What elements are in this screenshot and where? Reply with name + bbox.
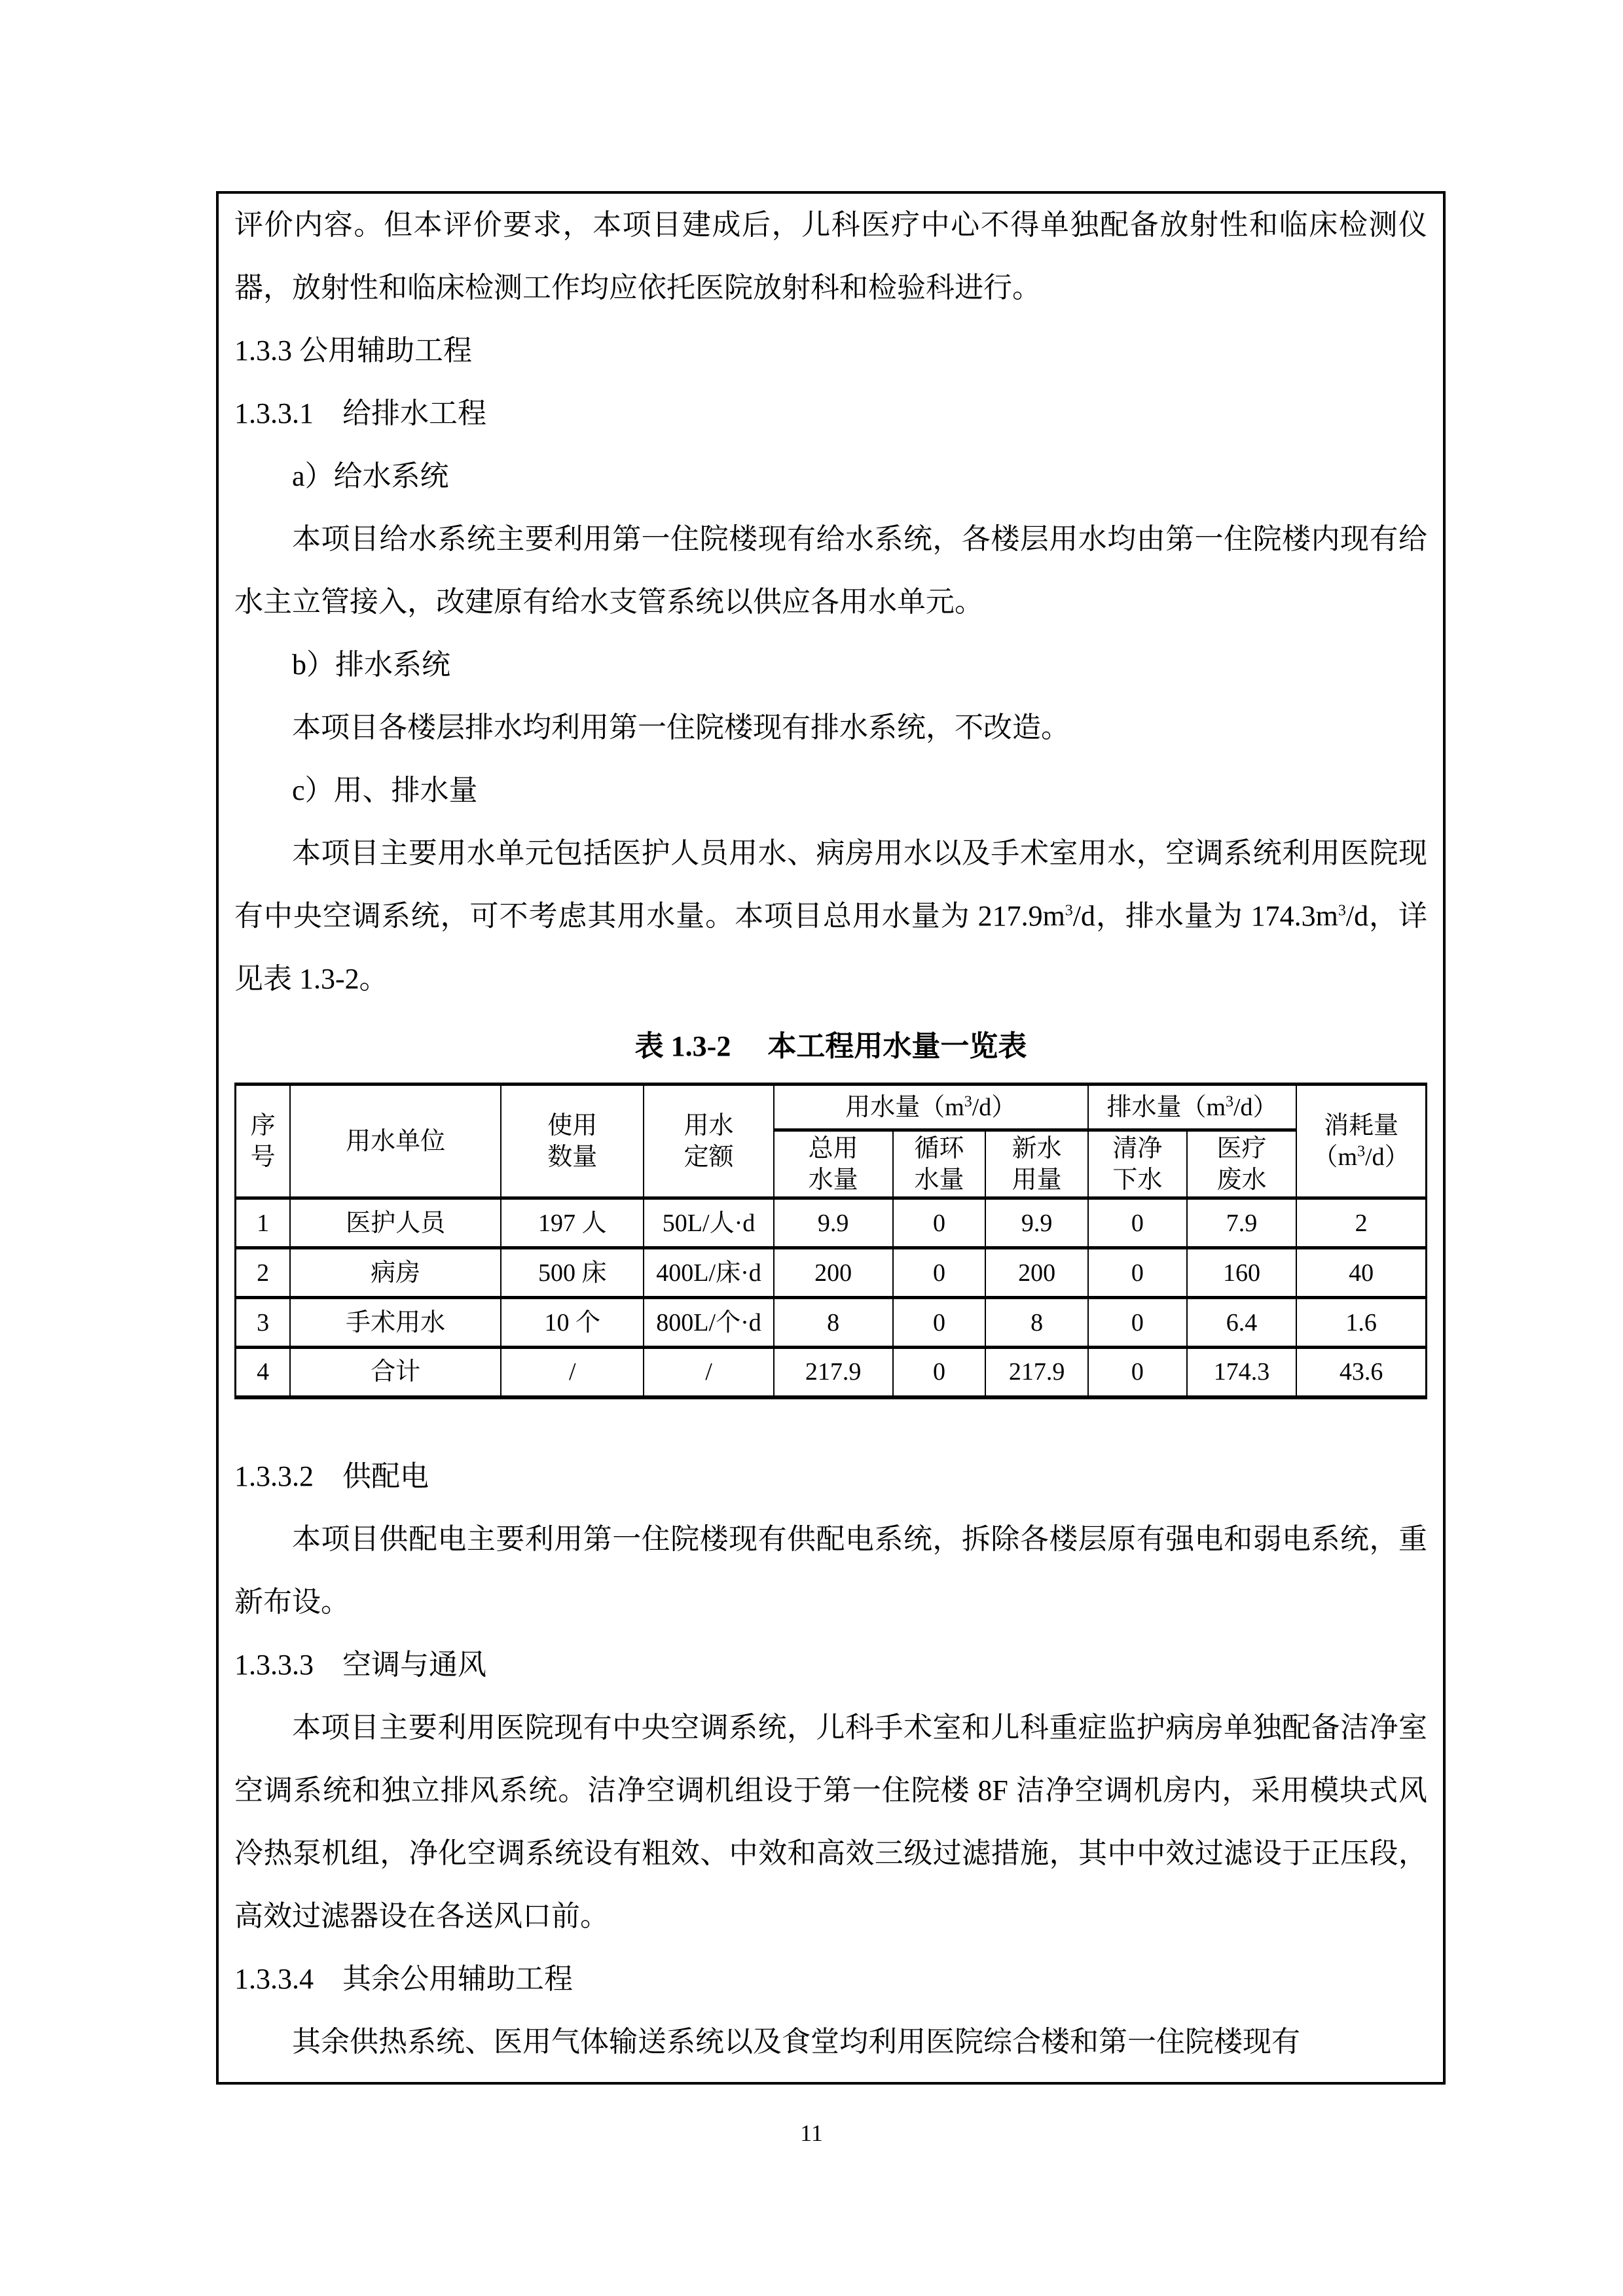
table-cell: 0: [893, 1198, 986, 1248]
paragraph-other-utilities: 其余供热系统、医用气体输送系统以及食堂均利用医院综合楼和第一住院楼现有: [292, 2025, 1300, 2058]
table-cell: 8: [985, 1298, 1087, 1348]
header-water-unit: 用水单位: [290, 1085, 501, 1198]
paragraph-usage: [234, 822, 1427, 1011]
header-use-group: 用水量$(m^3/d)$: [774, 1085, 1088, 1130]
table-cell: 3: [236, 1298, 291, 1348]
paragraph-power-supply: 本项目供配电主要利用第一住院楼现有供配电系统，拆除各楼层原有强电和弱电系统，重新布设。: [234, 1522, 1427, 1618]
table-cell: 0: [1088, 1198, 1187, 1248]
table-cell: 400L/床·d: [644, 1248, 773, 1298]
water-usage-table: [234, 1083, 1427, 1399]
paragraph-continued: 评价内容。但本评价要求，本项目建成后，儿科医疗中心不得单独配备放射性和临床检测仪器，放射性和临床检测工作均应依托医院放射科和检验科进行。: [234, 209, 1427, 304]
superscript-3: 3: [1338, 902, 1346, 920]
item-a-water-supply: a）给水系统: [292, 460, 449, 492]
table-cell: 2: [236, 1248, 291, 1298]
heading-1-3-3-3: 1.3.3.3 空调与通风: [234, 1648, 486, 1681]
table-cell: 7.9: [1187, 1198, 1296, 1248]
usage-text-segment: /d，详见表 1.3-2。: [234, 900, 1427, 995]
table-cell: 197 人: [501, 1198, 644, 1248]
table-cell: /: [501, 1348, 644, 1397]
superscript-3: 3: [1226, 1092, 1233, 1110]
header-drain-group: 排水量$(m^3/d)$: [1088, 1085, 1296, 1130]
table-cell: 10 个: [501, 1298, 644, 1348]
table-cell: 0: [893, 1298, 986, 1348]
table-cell: 9.9: [985, 1198, 1087, 1248]
header-fresh-water: 新水 用量: [985, 1130, 1087, 1198]
item-b-drainage: b）排水系统: [292, 649, 450, 681]
table-cell: 40: [1296, 1248, 1426, 1298]
table-header-group-row: [236, 1085, 1427, 1130]
table-cell: 200: [774, 1248, 893, 1298]
table-cell: 病房: [290, 1248, 501, 1298]
table-title-text: 本工程用水量一览表: [767, 1030, 1027, 1062]
table-cell: 医护人员: [290, 1198, 501, 1248]
paragraph-water-supply: 本项目给水系统主要利用第一住院楼现有给水系统，各楼层用水均由第一住院楼内现有给水主立管接入，改建原有给水支管系统以供应各用水单元。: [234, 523, 1427, 618]
table-row: [236, 1348, 1427, 1397]
usage-text-segment: 本项目主要用水单元包括医护人员用水、病房用水以及手术室用水，空调系统利用医院现有中央空调系统，可不考虑其用水量。本项目总用水量为 217.9m: [234, 837, 1427, 932]
header-water-quota: 用水 定额: [644, 1085, 773, 1198]
document-border-box: [216, 191, 1446, 2085]
header-use-count: 使用 数量: [501, 1085, 644, 1198]
heading-1-3-3-1: 1.3.3.1 给排水工程: [234, 397, 486, 429]
table-cell: 174.3: [1187, 1348, 1296, 1397]
table-cell: 217.9: [985, 1348, 1087, 1397]
table-title: [234, 1011, 1427, 1083]
header-consumption: 消耗量 $(m^3/d)$: [1296, 1085, 1426, 1198]
table-cell: 160: [1187, 1248, 1296, 1298]
table-number: 表 1.3-2: [634, 1030, 731, 1062]
page-number: 11: [800, 2120, 823, 2146]
header-seq: 序 号: [236, 1085, 291, 1198]
table-cell: 合计: [290, 1348, 501, 1397]
table-cell: 800L/个·d: [644, 1298, 773, 1348]
superscript-3: 3: [1065, 902, 1073, 920]
usage-text-segment: /d，排水量为 174.3m: [1072, 900, 1338, 932]
header-medical-wastewater: 医疗 废水: [1187, 1130, 1296, 1198]
table-cell: 50L/人·d: [644, 1198, 773, 1248]
table-cell: 9.9: [774, 1198, 893, 1248]
table-row: [236, 1298, 1427, 1348]
table-cell: 0: [1088, 1348, 1187, 1397]
paragraph-drainage: 本项目各楼层排水均利用第一住院楼现有排水系统，不改造。: [292, 711, 1070, 744]
table-cell: 8: [774, 1298, 893, 1348]
table-cell: 217.9: [774, 1348, 893, 1397]
superscript-3: 3: [1357, 1142, 1366, 1160]
heading-1-3-3-2: 1.3.3.2 供配电: [234, 1460, 429, 1492]
header-recycled-water: 循环 水量: [893, 1130, 986, 1198]
table-cell: 2: [1296, 1198, 1426, 1248]
table-cell: 1.6: [1296, 1298, 1426, 1348]
table-cell: 1: [236, 1198, 291, 1248]
item-c-usage: c）用、排水量: [292, 774, 478, 806]
table-cell: 200: [985, 1248, 1087, 1298]
table-cell: /: [644, 1348, 773, 1397]
table-cell: 0: [893, 1248, 986, 1298]
heading-1-3-3: 1.3.3 公用辅助工程: [234, 334, 472, 367]
table-cell: 0: [893, 1348, 986, 1397]
heading-1-3-3-4: 1.3.3.4 其余公用辅助工程: [234, 1962, 573, 1995]
table-cell: 500 床: [501, 1248, 644, 1298]
header-clean-sewage: 清净 下水: [1088, 1130, 1187, 1198]
table-cell: 6.4: [1187, 1298, 1296, 1348]
paragraph-hvac: 本项目主要利用医院现有中央空调系统，儿科手术室和儿科重症监护病房单独配备洁净室空调系统和独立排风系统。洁净空调机组设于第一住院楼 8F 洁净空调机房内，采用模块式风冷热泵机组，净化空调系统设有粗效、中效和高效三级过滤措施，其中中效过滤设于正压段，高效过滤器设在各送风口前。: [234, 1711, 1427, 1932]
table-row: [236, 1198, 1427, 1248]
table-cell: 手术用水: [290, 1298, 501, 1348]
table-cell: 0: [1088, 1298, 1187, 1348]
header-total-water: 总用 水量: [774, 1130, 893, 1198]
table-cell: 0: [1088, 1248, 1187, 1298]
superscript-3: 3: [964, 1092, 972, 1110]
table-row: [236, 1248, 1427, 1298]
table-cell: 4: [236, 1348, 291, 1397]
table-cell: 43.6: [1296, 1348, 1426, 1397]
